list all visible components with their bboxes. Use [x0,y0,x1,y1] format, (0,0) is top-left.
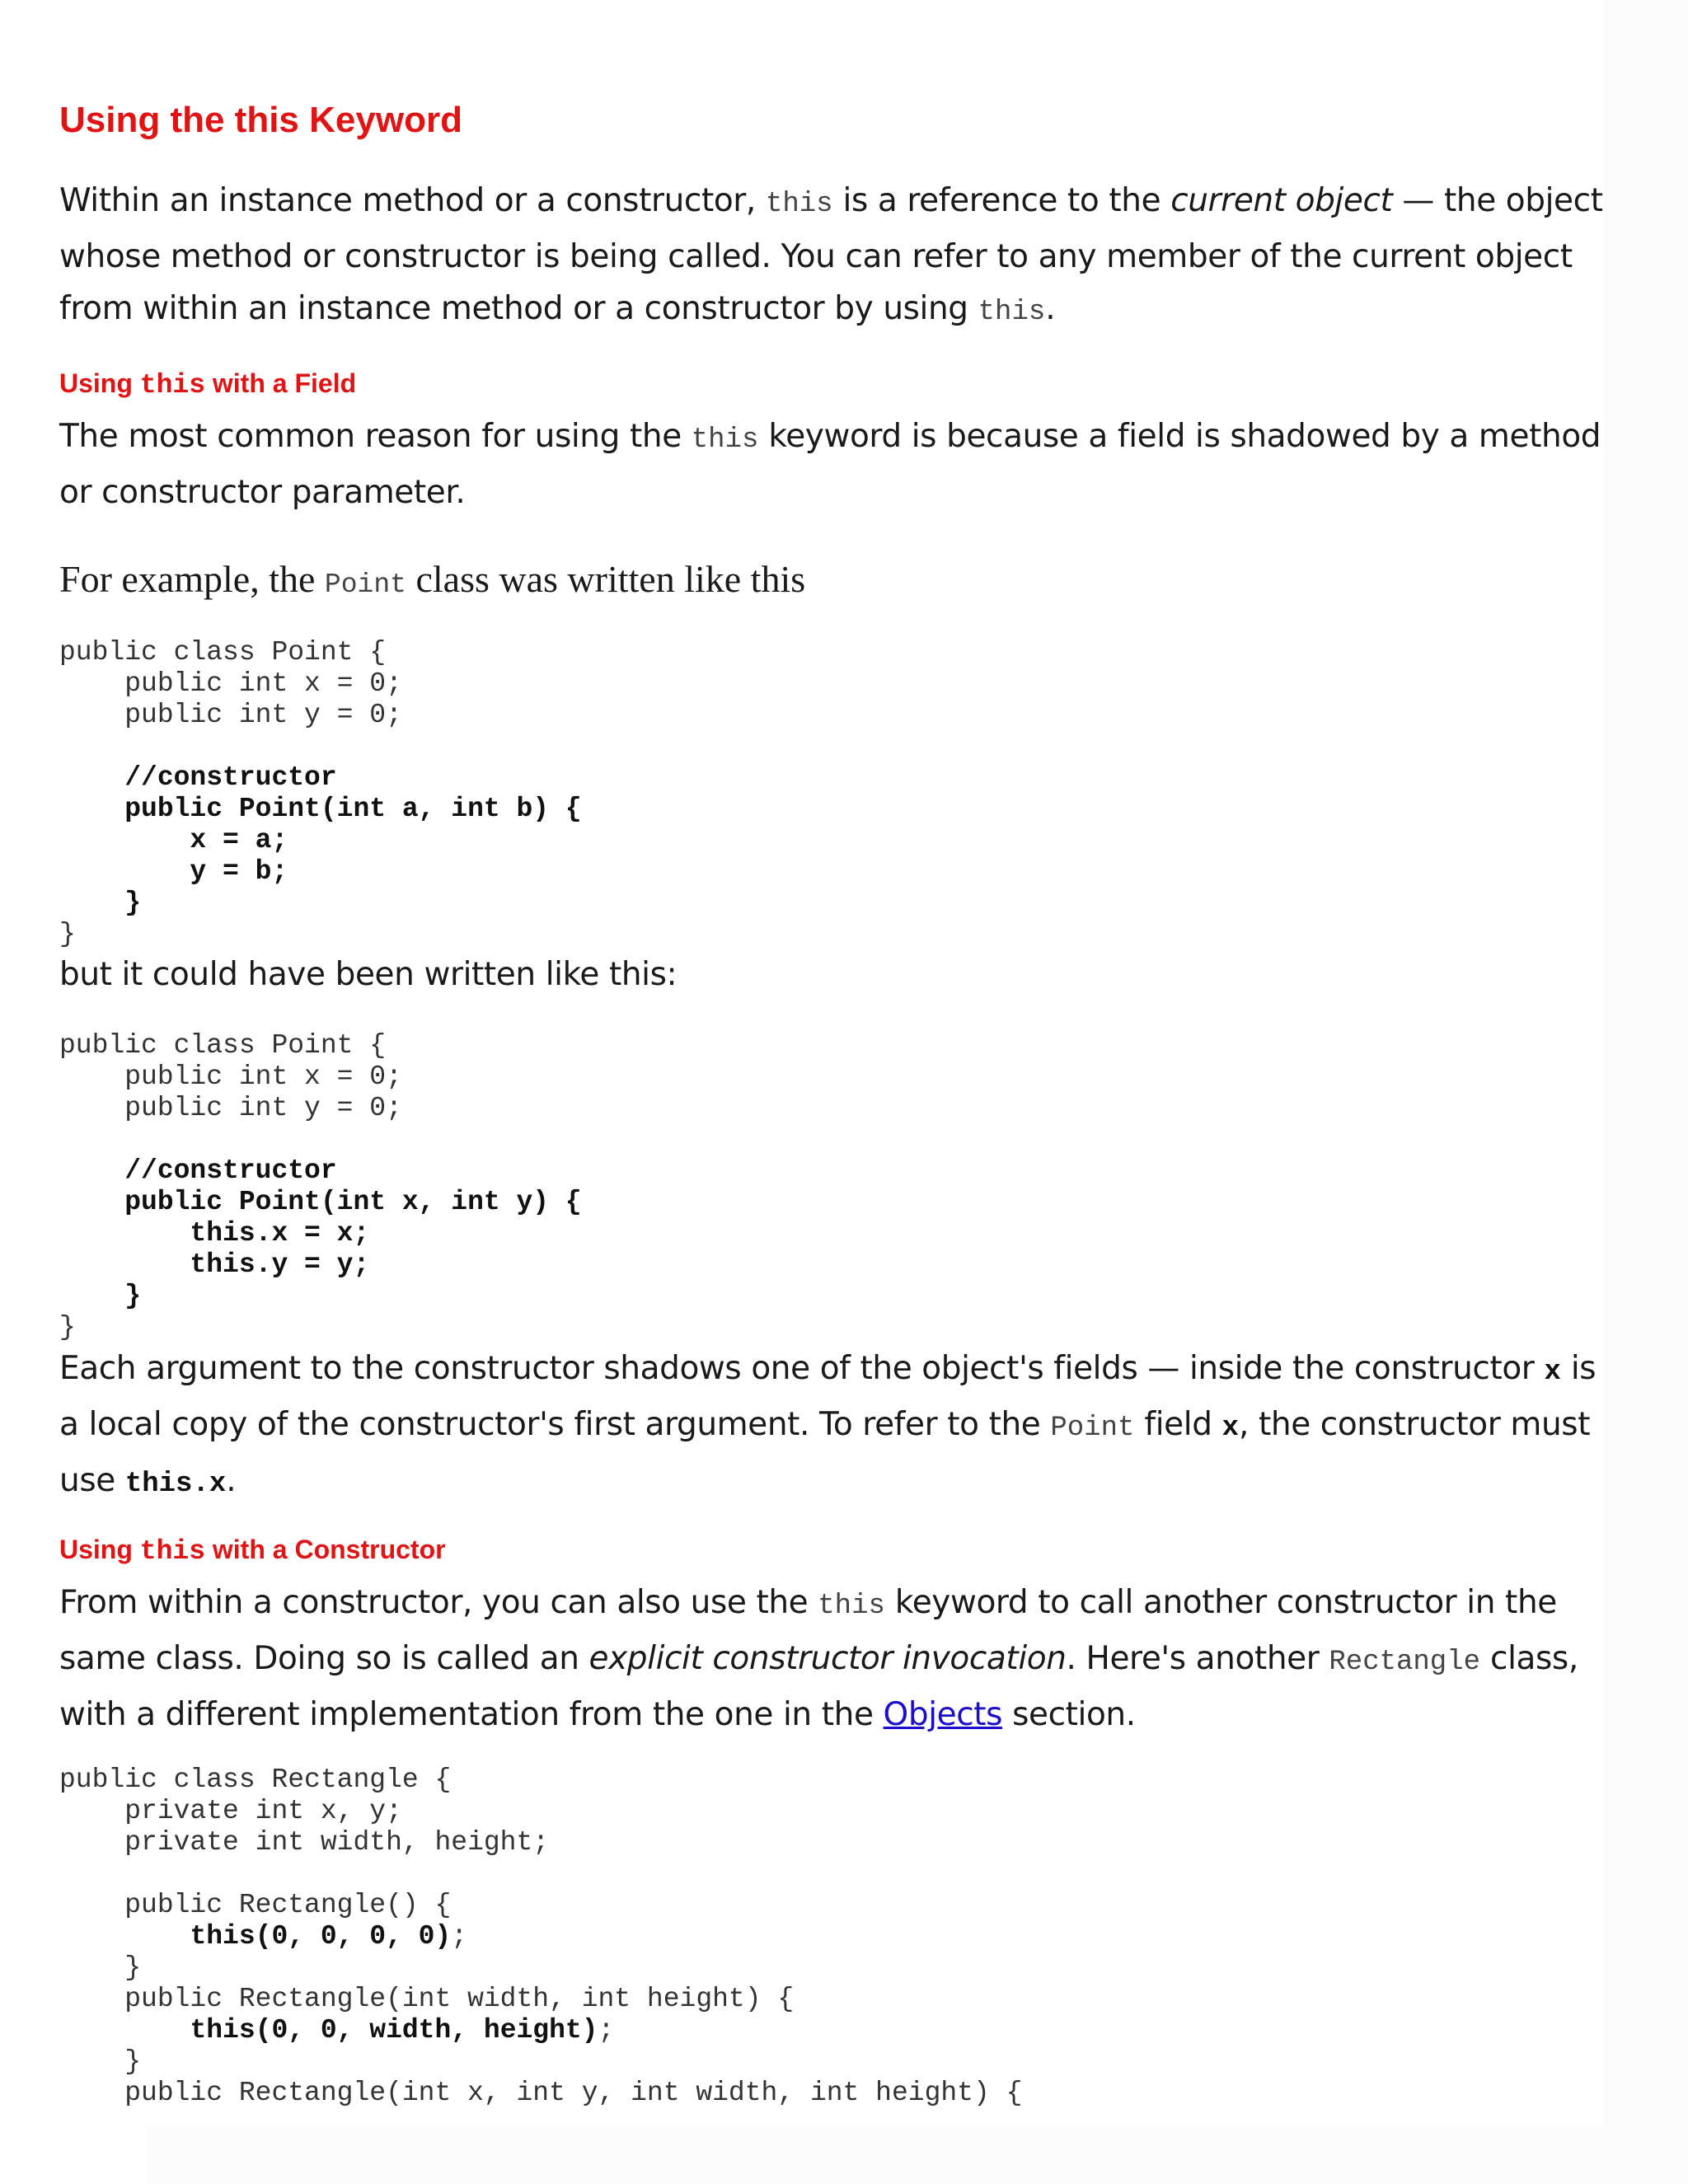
inline-code-this: this [691,424,759,456]
paragraph-text: is a local copy of the constructor's first argument. To refer to the [59,1350,1597,1443]
inline-code-this: this [978,297,1046,328]
inline-code-x: x [1544,1357,1561,1388]
intro-text-2: is a reference to the [832,182,1171,219]
page-margin-shade [1603,0,1688,2184]
code-line: public class Rectangle { [59,1765,452,1795]
page-bottom-shade [145,2126,1688,2184]
heading-code: this [139,370,205,401]
heading-text: with a Constructor [205,1535,446,1564]
code-this-call: this(0, 0, 0, 0) [190,1921,452,1952]
code-line: } [59,2046,142,2077]
code-line: public int x = 0; [59,1062,402,1092]
code-line: private int x, y; [59,1796,402,1826]
code-line: y = b; [59,856,288,887]
code-line: this.x = x; [59,1218,370,1249]
inline-code-x: x [1221,1413,1239,1444]
code-indent [59,2015,190,2046]
code-line: } [59,1281,142,1311]
code-line: } [59,1952,142,1983]
emphasis-text: explicit constructor invocation [588,1640,1067,1677]
code-line: public int y = 0; [59,700,402,730]
code-line: //constructor [59,1155,337,1186]
code-line: public Point(int a, int b) { [59,794,582,824]
code-line: public int x = 0; [59,668,402,699]
intro-text-4: . [1045,290,1056,327]
paragraph-text: section. [1002,1696,1136,1733]
heading-text: Using [59,1535,140,1564]
code-line: } [59,1312,76,1343]
between-paragraph [59,949,1609,1001]
paragraph-text: field [1134,1406,1222,1443]
section-heading-field [59,366,356,403]
explain-paragraph [59,1343,1609,1511]
inline-code-point: Point [324,569,406,600]
code-line [59,731,582,762]
code-line [59,1921,1022,1952]
heading-text: with a Field [205,368,357,398]
code-semicolon: ; [451,1921,468,1952]
intro-emphasis: current object [1170,182,1393,219]
code-line: x = a; [59,825,288,855]
code-line: public class Point { [59,1030,387,1061]
code-line [59,1858,1022,1890]
code-this-call: this(0, 0, width, height) [190,2015,598,2046]
code-line: } [59,888,142,918]
paragraph-text: . Here's another [1066,1640,1329,1677]
code-line: public int y = 0; [59,1093,402,1123]
code-line: public Rectangle(int x, int y, int width, int height) { [59,2078,1023,2108]
code-block-point-this [59,1030,582,1343]
code-line: this.y = y; [59,1249,370,1280]
intro-paragraph [59,175,1609,339]
paragraph-text: keyword is because a field is shadowed by a method or constructor parameter. [59,418,1601,511]
inline-code-this: this [818,1591,885,1622]
code-line: public Point(int x, int y) { [59,1187,582,1217]
code-block-rectangle [59,1765,1022,2109]
paragraph-text: class was written like this [406,558,806,600]
inline-code-point: Point [1050,1413,1135,1444]
paragraph-text: , the constructor must use [59,1406,1591,1499]
intro-text-1: Within an instance method or a constructor, [59,182,766,219]
code-line: private int width, height; [59,1827,550,1858]
code-line [59,2015,1022,2046]
paragraph-text: For example, the [59,558,325,600]
constructor-paragraph [59,1577,1609,1741]
paragraph-text: . [226,1462,237,1499]
inline-code-rectangle: Rectangle [1329,1647,1481,1678]
inline-code-this-x: this.x [124,1469,227,1500]
paragraph-text: keyword to call another constructor in the same class. Doing so is called an [59,1584,1557,1677]
objects-link[interactable]: Objects [883,1696,1003,1733]
code-line [59,1124,582,1155]
intro-text-3: — the object whose method or constructor is being called. You can refer to any member of the current object from within an instance method or a constructor by using [59,182,1603,327]
heading-text: Using [59,368,140,398]
code-line: public Rectangle() { [59,1890,452,1920]
code-line: } [59,919,76,949]
code-semicolon: ; [598,2015,615,2046]
page-title: Using the this Keyword [59,100,462,140]
paragraph-text: The most common reason for using the [59,418,692,455]
paragraph-text: Each argument to the constructor shadows one of the object's fields — inside the constructor [59,1350,1545,1387]
paragraph-text: class, with a different implementation from the one in the [59,1640,1578,1733]
example-intro [59,555,805,610]
code-line: public Rectangle(int width, int height) { [59,1984,795,2014]
code-indent [59,1921,190,1952]
section-heading-constructor [59,1532,446,1569]
heading-code: this [139,1536,205,1567]
code-line: public class Point { [59,637,387,668]
paragraph-text: From within a constructor, you can also use the [59,1584,818,1621]
code-block-point-original [59,637,582,950]
inline-code-this: this [765,189,833,220]
code-line: //constructor [59,762,337,793]
paragraph-text: but it could have been written like this: [59,956,678,993]
field-paragraph [59,410,1609,518]
